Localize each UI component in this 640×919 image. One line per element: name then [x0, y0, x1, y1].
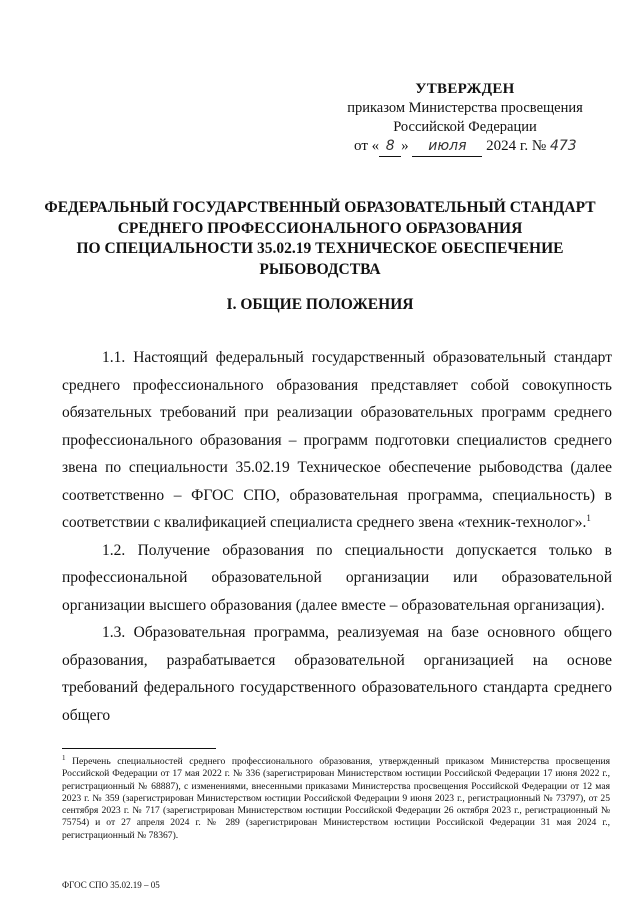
- order-date-line: [330, 137, 600, 157]
- paragraph-1-2: 1.2. Получение образования по специальности допускается только в профессиональной образовательной организации или образовательной организации высшего образования (далее вместе – образовательная организация).: [62, 541, 612, 614]
- approval-heading: УТВЕРЖДЕН: [415, 81, 515, 97]
- document-title: [40, 198, 600, 280]
- paragraph-1-1: [62, 344, 612, 537]
- footer-document-code: ФГОС СПО 35.02.19 – 05: [62, 880, 160, 890]
- approval-line-ministry: приказом Министерства просвещения: [347, 100, 583, 116]
- handwritten-month: июля: [412, 137, 482, 157]
- title-line: РЫБОВОДСТВА: [259, 260, 381, 278]
- section-heading: I. ОБЩИЕ ПОЛОЖЕНИЯ: [226, 296, 414, 313]
- title-line: ПО СПЕЦИАЛЬНОСТИ 35.02.19 ТЕХНИЧЕСКОЕ ОБЕСПЕЧЕНИЕ: [76, 240, 564, 257]
- footnote-text: Перечень специальностей среднего профессионального образования, утвержденный приказом Министерства просвещения Российской Федерации от 17 мая 2022 г. № 336 (зарегистрирован Министерством юстиции Российской Федерации 17 июня 2022 г., регистрационный № 68887), с изменениями, внесенными приказами Министерства просвещения Российской Федерации от 12 мая 2023 г. № 359 (зарегистрирован Министерством юстиции Российской Федерации 9 июня 2023 г., регистрационный № 73797), от 25 сентября 2023 г. № 717 (зарегистрирован Министерством юстиции Российской Федерации 26 октября 2023 г., регистрационный № 75754) и от 27 апреля 2024 г. № 289 (зарегистрирован Министерством юстиции Российской Федерации 31 мая 2024 г., регистрационный № 78367).: [62, 756, 610, 841]
- date-prefix: от «: [354, 138, 380, 154]
- footnote-mark: 1: [62, 753, 66, 762]
- paragraph-text: 1.1. Настоящий федеральный государственный образовательный стандарт среднего профессионального образования представляет собой совокупность обязательных требований при реализации образовательных программ среднего профессионального образования – программ подготовки специалистов среднего звена по специальности 35.02.19 Техническое обеспечение рыбоводства (далее соответственно – ФГОС СПО, образовательная программа, специальность) в соответствии с квалификацией специалиста среднего звена «техник-технолог».: [62, 349, 612, 531]
- handwritten-day: 8: [379, 137, 401, 157]
- title-line: ФЕДЕРАЛЬНЫЙ ГОСУДАРСТВЕННЫЙ ОБРАЗОВАТЕЛЬНЫЙ СТАНДАРТ: [44, 199, 596, 216]
- footnote: [62, 753, 610, 842]
- footnote-reference: 1: [586, 512, 591, 523]
- footnote-divider: [62, 748, 216, 749]
- document-body: [62, 344, 612, 729]
- approval-line-country: Российской Федерации: [393, 119, 537, 135]
- approval-stamp: [330, 80, 600, 157]
- year-text: 2024 г. №: [486, 138, 547, 154]
- paragraph-1-3: 1.3. Образовательная программа, реализуемая на базе основного общего образования, разрабатывается образовательной организацией на основе требований федерального государственного образовательного стандарта среднего общего: [62, 624, 612, 724]
- title-line: СРЕДНЕГО ПРОФЕССИОНАЛЬНОГО ОБРАЗОВАНИЯ: [117, 219, 523, 237]
- handwritten-order-number: 473: [549, 138, 577, 154]
- date-mid: »: [401, 138, 409, 154]
